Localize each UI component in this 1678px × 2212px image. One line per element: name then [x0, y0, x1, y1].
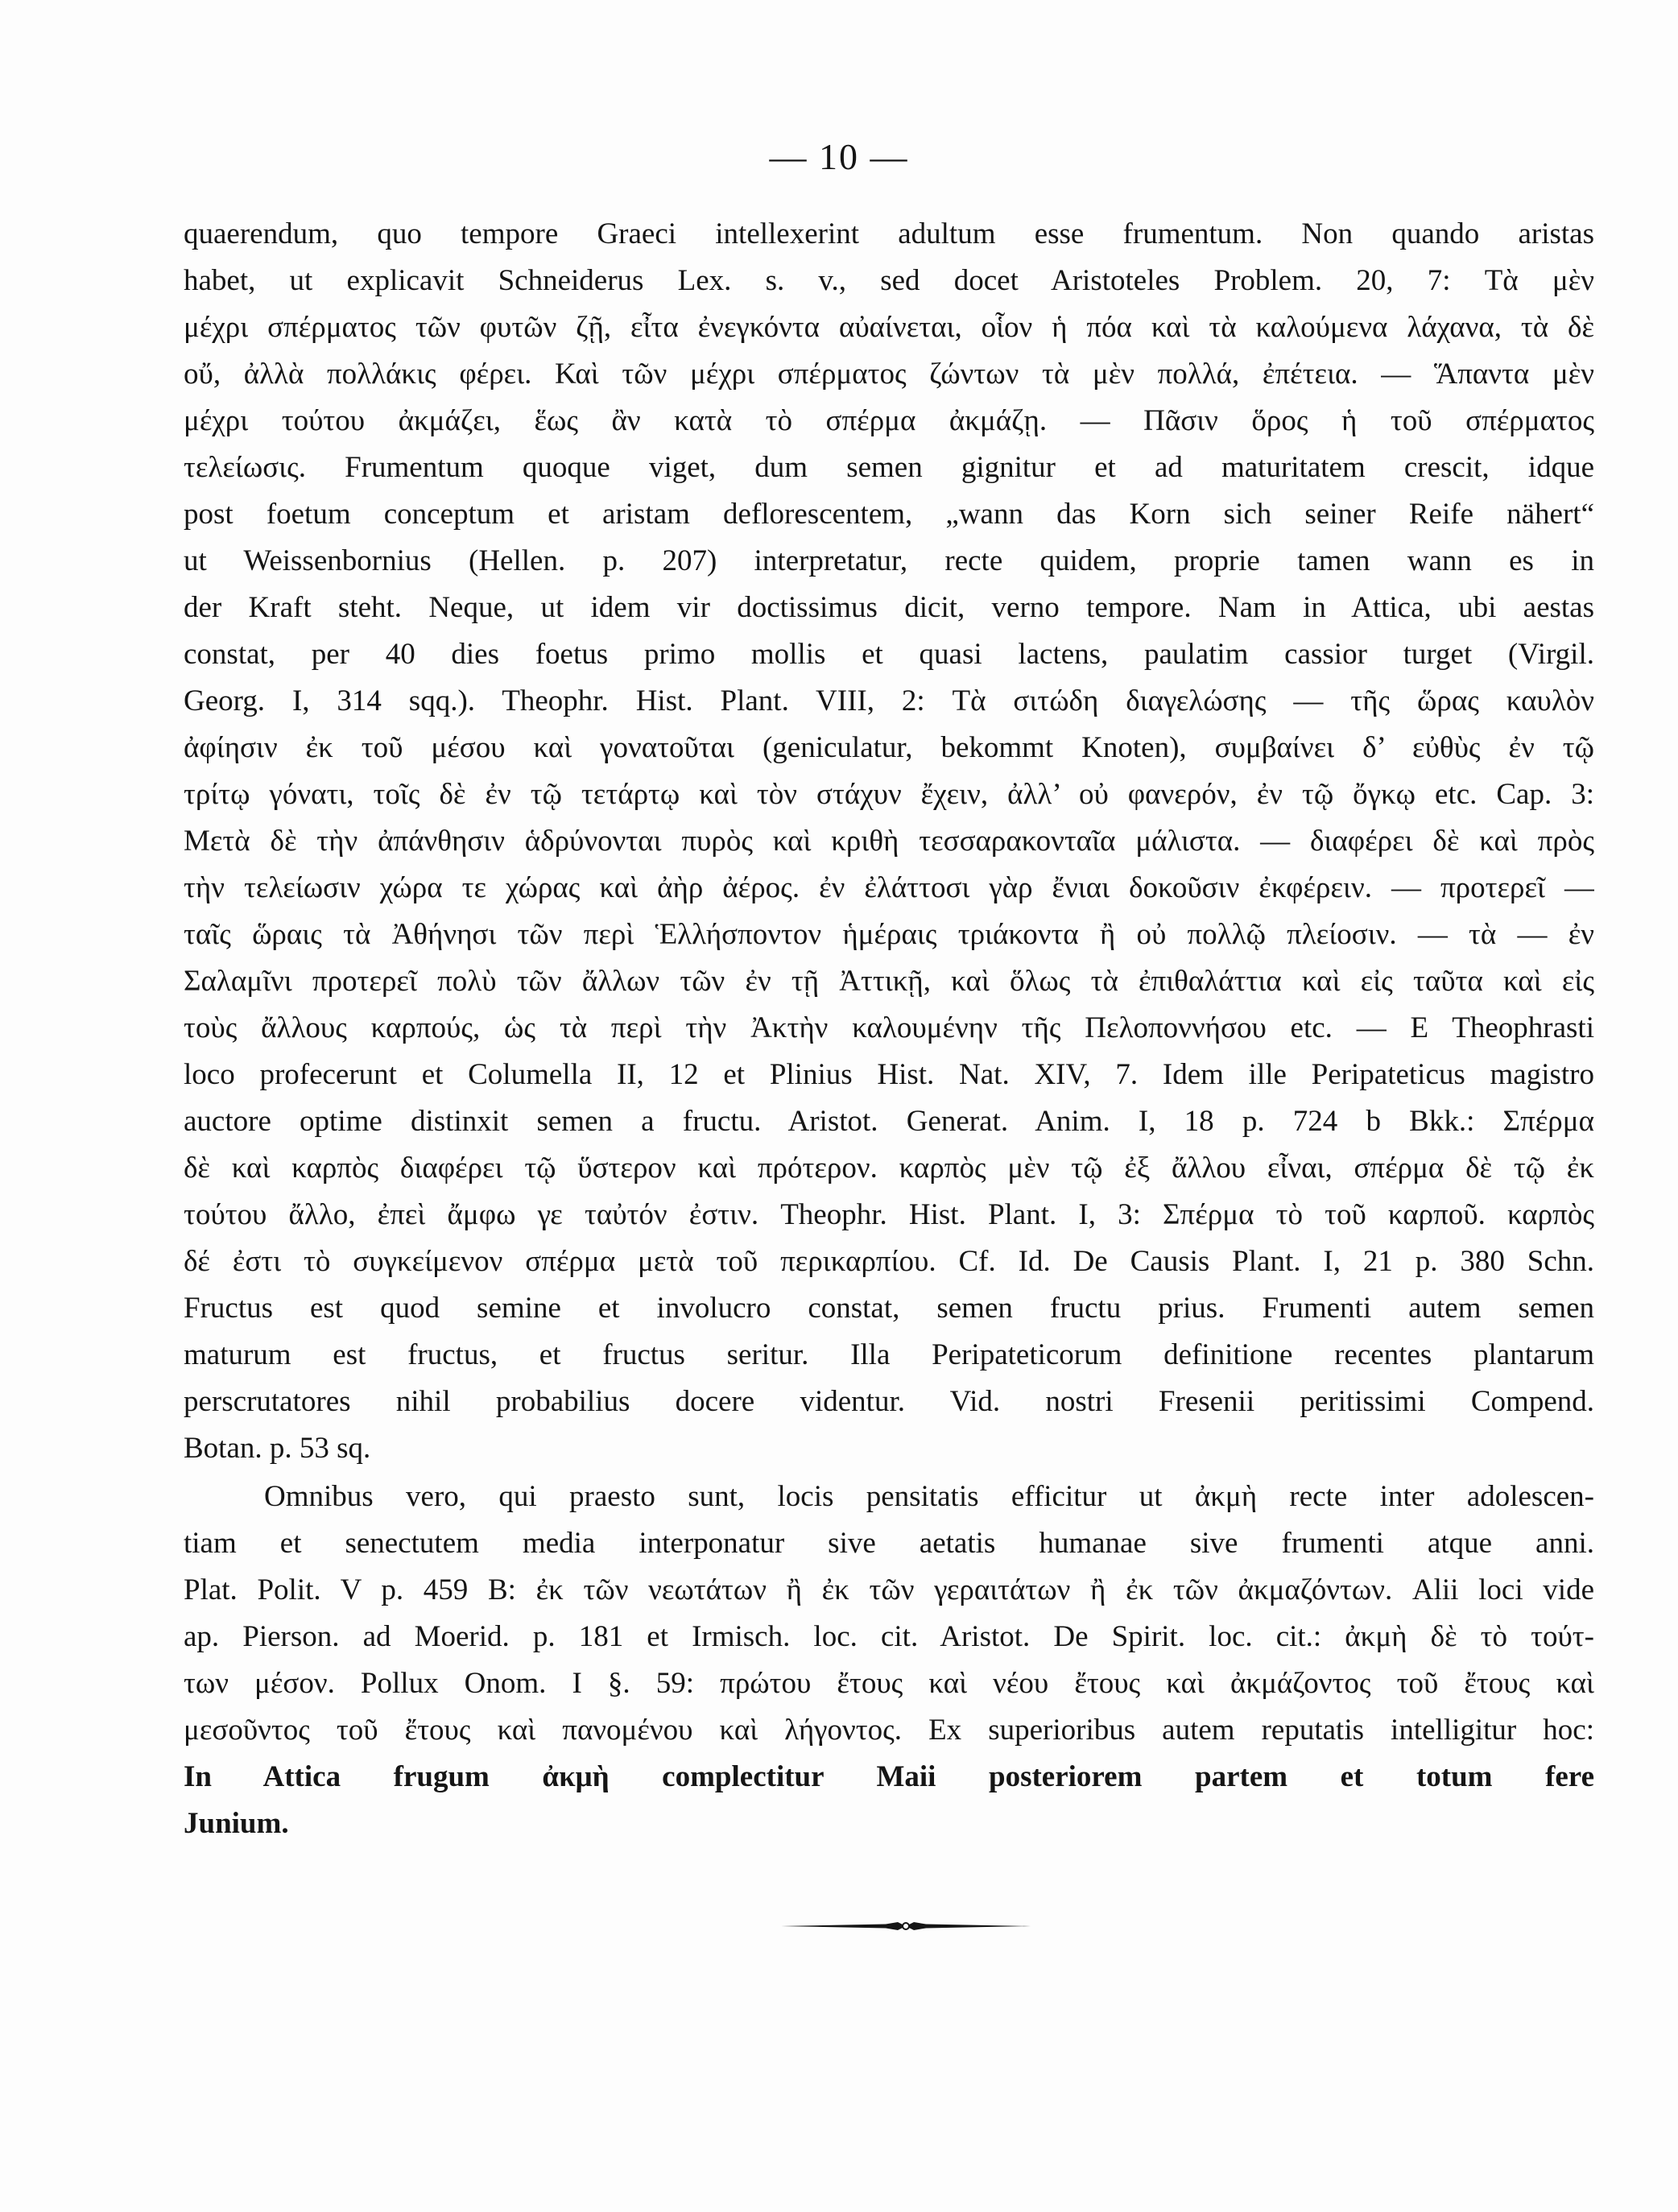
text-line: loco profecerunt et Columella II, 12 et Plinius Hist. Nat. XIV, 7. Idem ille Peripateticus magistro [184, 1058, 1594, 1091]
text-line: quaerendum, quo tempore Graeci intellexerint adultum esse frumentum. Non quando aristas [184, 217, 1594, 250]
text-line: constat, per 40 dies foetus primo mollis et quasi lactens, paulatim cassior turget (Virgil. [184, 638, 1594, 671]
text-line: ἀφίησιν ἐκ τοῦ μέσου καὶ γονατοῦται (geniculatur, bekommt Knoten), συμβαίνει δ’ εὐθὺς ἐν τῷ [184, 731, 1594, 764]
text-line: τρίτῳ γόνατι, τοῖς δὲ ἐν τῷ τετάρτῳ καὶ τὸν στάχυν ἔχειν, ἀλλ’ οὐ φανερόν, ἐν τῷ ὄγκῳ etc. Cap. 3: [184, 778, 1594, 811]
text-line: auctore optime distinxit semen a fructu. Aristot. Generat. Anim. I, 18 p. 724 b Bkk.: Σπέρμα [184, 1105, 1594, 1138]
text-line: τοὺς ἄλλους καρπούς, ὡς τὰ περὶ τὴν Ἀκτὴν καλουμένην τῆς Πελοποννήσου etc. — E Theophrasti [184, 1011, 1594, 1044]
text-line: der Kraft steht. Neque, ut idem vir doctissimus dicit, verno tempore. Nam in Attica, ubi aestas [184, 591, 1594, 624]
text-line: μεσοῦντος τοῦ ἔτους καὶ πανομένου καὶ λήγοντος. Ex superioribus autem reputatis intelligitur hoc: [184, 1714, 1594, 1747]
text-line: post foetum conceptum et aristam deflorescentem, „wann das Korn sich seiner Reife nähert“ [184, 498, 1594, 531]
text-line: perscrutatores nihil probabilius docere videntur. Vid. nostri Fresenii peritissimi Compend. [184, 1385, 1594, 1418]
text-line: οὔ, ἀλλὰ πολλάκις φέρει. Καὶ τῶν μέχρι σπέρματος ζώντων τὰ μὲν πολλά, ἐπέτεια. — Ἅπαντα μὲν [184, 358, 1594, 391]
text-line: μέχρι τούτου ἀκμάζει, ἕως ἂν κατὰ τὸ σπέρμα ἀκμάζῃ. — Πᾶσιν ὅρος ἡ τοῦ σπέρματος [184, 404, 1594, 437]
text-line: Omnibus vero, qui praesto sunt, locis pensitatis efficitur ut ἀκμὴ recte inter adolescen- [264, 1480, 1594, 1513]
text-line: τὴν τελείωσιν χώρα τε χώρας καὶ ἀὴρ ἀέρος. ἐν ἐλάττοσι γὰρ ἔνιαι δοκοῦσιν ἐκφέρειν. — προτερεῖ — [184, 871, 1594, 904]
text-line: Botan. p. 53 sq. [184, 1432, 371, 1465]
text-line: Georg. I, 314 sqq.). Theophr. Hist. Plant. VIII, 2: Τὰ σιτώδη διαγελώσης — τῆς ὥρας καυλὸν [184, 684, 1594, 717]
text-line: δέ ἐστι τὸ συγκείμενον σπέρμα μετὰ τοῦ περικαρπίου. Cf. Id. De Causis Plant. I, 21 p. 380 Schn. [184, 1245, 1594, 1278]
text-line: Fructus est quod semine et involucro constat, semen fructu prius. Frumenti autem semen [184, 1292, 1594, 1325]
text-line: Μετὰ δὲ τὴν ἀπάνθησιν ἁδρύνονται πυρὸς καὶ κριθὴ τεσσαρακονταῖα μάλιστα. — διαφέρει δὲ καὶ πρὸς [184, 825, 1594, 858]
text-line: τελείωσις. Frumentum quoque viget, dum semen gignitur et ad maturitatem crescit, idque [184, 451, 1594, 484]
text-line: Junium. [184, 1807, 289, 1840]
text-line: Plat. Polit. V p. 459 B: ἐκ τῶν νεωτάτων ἢ ἐκ τῶν γεραιτάτων ἢ ἐκ τῶν ἀκμαζόντων. Alii loci vide [184, 1573, 1594, 1606]
text-line: δὲ καὶ καρπὸς διαφέρει τῷ ὕστερον καὶ πρότερον. καρπὸς μὲν τῷ ἐξ ἄλλου εἶναι, σπέρμα δὲ τῷ ἐκ [184, 1151, 1594, 1185]
text-line: maturum est fructus, et fructus seritur. Illa Peripateticorum definitione recentes plantarum [184, 1338, 1594, 1371]
text-line: Σαλαμῖνι προτερεῖ πολὺ τῶν ἄλλων τῶν ἐν τῇ Ἀττικῇ, καὶ ὅλως τὰ ἐπιθαλάττια καὶ εἰς ταῦτα καὶ εἰς [184, 965, 1594, 998]
text-line: ap. Pierson. ad Moerid. p. 181 et Irmisch. loc. cit. Aristot. De Spirit. loc. cit.: ἀκμὴ δὲ τὸ τούτ- [184, 1620, 1594, 1653]
end-ornament [781, 1920, 1031, 1933]
text-line: tiam et senectutem media interponatur sive aetatis humanae sive frumenti atque anni. [184, 1527, 1594, 1560]
text-line: μέχρι σπέρματος τῶν φυτῶν ζῇ, εἶτα ἐνεγκόντα αὐαίνεται, οἷον ἡ πόα καὶ τὰ καλούμενα λάχανα, τὰ δὲ [184, 311, 1594, 344]
text-line: των μέσον. Pollux Onom. I §. 59: πρώτου ἔτους καὶ νέου ἔτους καὶ ἀκμάζοντος τοῦ ἔτους καὶ [184, 1667, 1594, 1700]
page-number: — 10 — [769, 136, 909, 177]
text-line: In Attica frugum ἀκμὴ complectitur Maii posteriorem partem et totum fere [184, 1760, 1594, 1793]
text-line: habet, ut explicavit Schneiderus Lex. s. v., sed docet Aristoteles Problem. 20, 7: Τὰ μὲν [184, 264, 1594, 297]
text-line: ταῖς ὥραις τὰ Ἀθήνησι τῶν περὶ Ἑλλήσποντον ἡμέραις τριάκοντα ἢ οὐ πολλῷ πλείοσιν. — τὰ — ἐν [184, 918, 1594, 951]
text-line: τούτου ἄλλο, ἐπεὶ ἄμφω γε ταὐτόν ἐστιν. Theophr. Hist. Plant. I, 3: Σπέρμα τὸ τοῦ καρποῦ. καρπὸς [184, 1198, 1594, 1231]
text-line: ut Weissenbornius (Hellen. p. 207) interpretatur, recte quidem, proprie tamen wann es in [184, 544, 1594, 577]
